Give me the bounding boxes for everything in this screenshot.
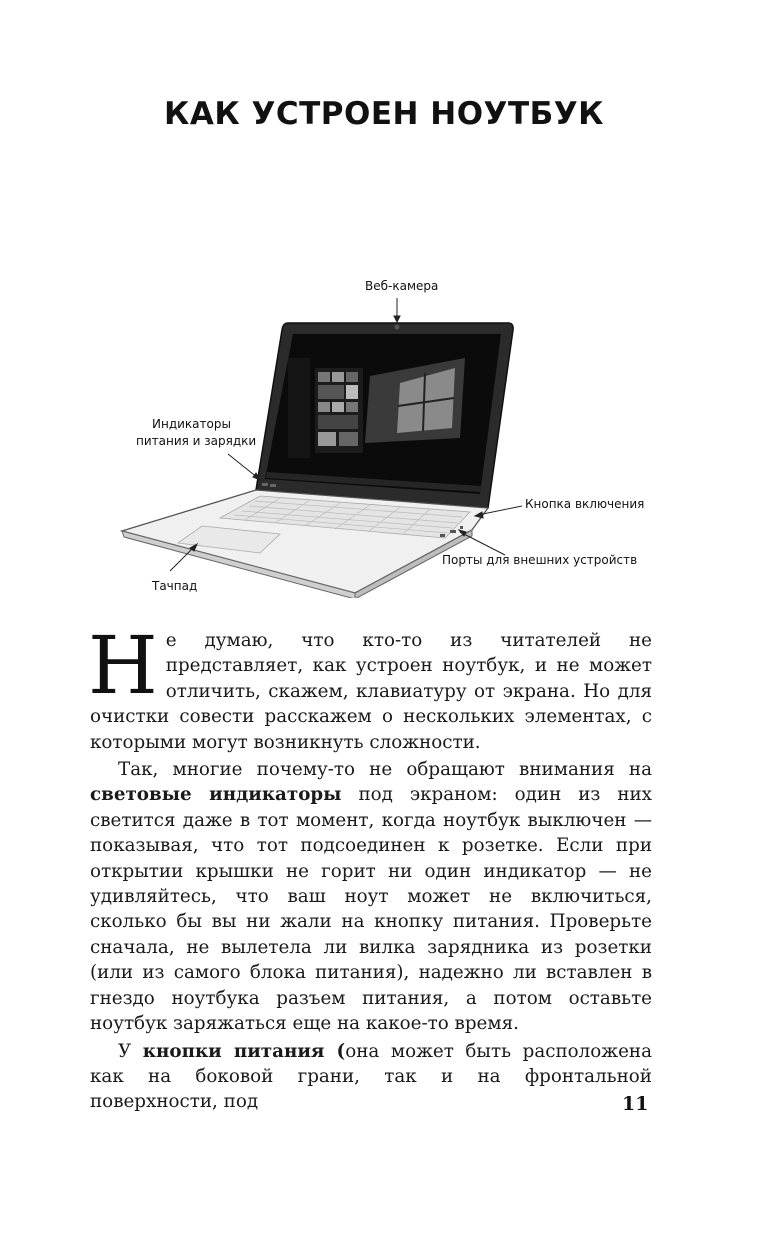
paragraph-1 [88,619,652,755]
paragraph-3: У кнопки питания (она может быть расположена как на боковой грани, так и на фронтальной поверхности, под [90,1040,652,1113]
paragraph-1-text: е думаю, что кто-то из читателей не представляет, как устроен ноутбук, и не может отличить, скажем, клавиатуру от экрана. Но для очистки совести расскажем о нескольких элементах, с которыми могут возникнуть сложности. [90,630,652,753]
term-light-indicators: световые индикаторы [90,784,342,806]
label-indicators-line2: питания и зарядки [136,434,257,448]
label-webcam: Веб-камера [365,279,439,293]
page-number: 11 [622,1093,649,1115]
label-ports: Порты для внешних устройств [442,553,638,567]
label-indicators-line1: Индикаторы [152,417,231,431]
term-power-button: кнопки питания ( [142,1040,346,1062]
label-power-button: Кнопка включения [525,497,645,511]
label-touchpad: Тачпад [152,579,198,593]
laptop-figure [110,268,670,598]
paragraph-2: Так, многие почему-то не обращают внимания на световые индикаторы под экраном: один из них светится даже в тот момент, когда ноутбук выключен — показывая, что тот подсоединен к розетке. Если при открытии крышки не горит ни один индикатор — не удивляйтесь, что ваш ноут может не включиться, сколько бы вы ни жали на кнопку питания. Проверьте сначала, не вылетела ли вилка зарядника из розетки (или из самого блока питания), надежно ли вставлен в гнездо ноутбука разъем питания, а потом оставьте ноутбук заряжаться еще на какое-то время. [90,759,652,1035]
body-text [88,619,652,1115]
drop-cap: Н [88,619,158,712]
page-title: КАК УСТРОЕН НОУТБУК [164,96,604,132]
